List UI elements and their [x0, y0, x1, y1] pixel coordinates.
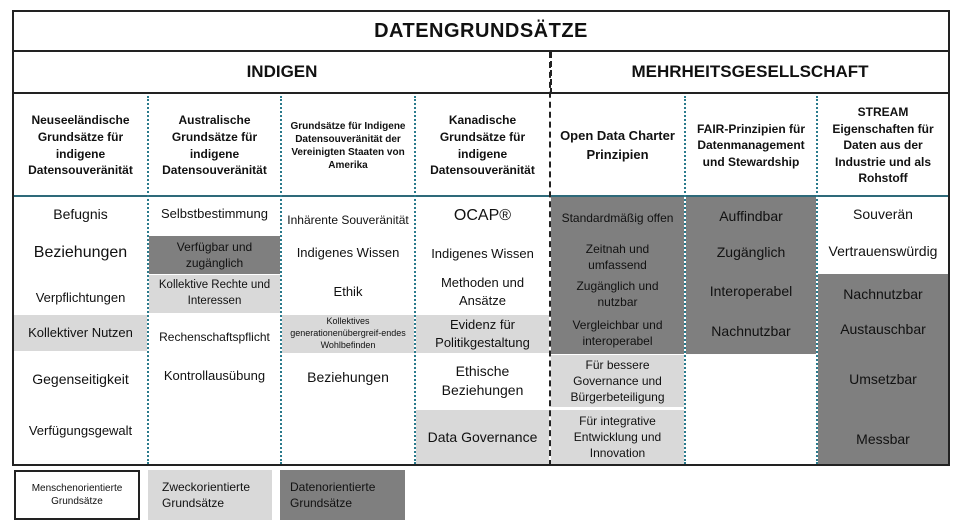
au-selbstbestimmung: Selbstbestimmung: [161, 206, 268, 222]
au-verfuegbar: Verfügbar und zugänglich: [149, 236, 280, 274]
nz-verpflichtungen: Verpflichtungen: [35, 290, 126, 306]
us-indigenes-wissen: Indigenes Wissen: [296, 245, 400, 261]
divider-2: [280, 96, 282, 464]
od-zeitnah: Zeitnah und umfassend: [585, 241, 650, 272]
group-indigen-header: INDIGEN: [12, 52, 550, 94]
legend-menschenorientiert: Menschenorientierte Grundsätze: [14, 470, 140, 520]
divider-6: [816, 96, 818, 464]
header-us: Grundsätze für Indigene Datensouveränität der Vereinigten Staaten von Amerika: [290, 120, 406, 171]
divider-group: [549, 52, 551, 466]
ca-data-governance: Data Governance: [416, 410, 549, 464]
divider-1: [147, 96, 149, 464]
nz-befugnis: Befugnis: [53, 205, 108, 222]
fair-auffindbar: Auffindbar: [719, 207, 783, 224]
nz-gegenseitigkeit: Gegenseitigkeit: [32, 370, 129, 387]
fair-interoperabel: Interoperabel: [709, 282, 793, 299]
header-nz: Neuseeländische Grundsätze für indigene Datensouveränität: [28, 113, 133, 178]
stream-messbar: Messbar: [856, 430, 910, 447]
group-mehrheit-header: MEHRHEITSGESELLSCHAFT: [550, 52, 950, 94]
stream-souveraen: Souverän: [853, 205, 913, 222]
legend-zweckorientiert: Zweckorientierte Grundsätze: [148, 470, 272, 520]
au-rechenschaftspflicht: Rechenschaftspflicht: [159, 329, 270, 344]
nz-verfuegungsgewalt: Verfügungsgewalt: [28, 423, 133, 439]
header-open-data: Open Data Charter Prinzipien: [560, 128, 675, 162]
divider-3: [414, 96, 416, 464]
od-bessere-governance: Für bessere Governance und Bürgerbeteiligung: [551, 355, 684, 407]
nz-beziehungen: Beziehungen: [33, 244, 128, 262]
header-stream: STREAM Eigenschaften für Daten aus der Industrie und als Rohstoff: [832, 105, 934, 186]
ca-ocap: OCAP®: [453, 207, 512, 225]
nz-kollektiver-nutzen: Kollektiver Nutzen: [14, 315, 147, 351]
stream-nachnutzbar: Nachnutzbar: [843, 285, 923, 302]
stream-umsetzbar: Umsetzbar: [849, 370, 917, 387]
divider-5: [684, 96, 686, 464]
diagram-title: DATENGRUNDSÄTZE: [12, 10, 950, 52]
us-beziehungen: Beziehungen: [307, 368, 389, 385]
stream-austauschbar: Austauschbar: [840, 320, 926, 337]
header-au: Australische Grundsätze für indigene Datensouveränität: [162, 113, 267, 178]
au-kontrollausuebung: Kontrollausübung: [163, 368, 266, 384]
ca-ethische-beziehungen: Ethische Beziehungen: [441, 363, 524, 398]
us-ethik: Ethik: [333, 284, 363, 300]
header-ca: Kanadische Grundsätze für indigene Datensouveränität: [430, 113, 535, 178]
stream-vertrauenswuerdig: Vertrauenswürdig: [828, 242, 938, 259]
ca-evidenz: Evidenz für Politikgestaltung: [416, 315, 549, 353]
us-inhaerente-souveraenitaet: Inhärente Souveränität: [287, 212, 409, 227]
od-standardmaessig-offen: Standardmäßig offen: [561, 210, 674, 225]
od-zugaenglich: Zugänglich und nutzbar: [576, 278, 659, 309]
ca-indigenes-wissen: Indigenes Wissen: [431, 246, 534, 262]
legend-datenorientiert: Datenorientierte Grundsätze: [280, 470, 405, 520]
od-vergleichbar: Vergleichbar und interoperabel: [572, 317, 663, 348]
header-fair: FAIR-Prinzipien für Datenmanagement und Stewardship: [697, 121, 805, 169]
ca-methoden: Methoden und Ansätze: [440, 275, 525, 308]
au-kollektive-rechte: Kollektive Rechte und Interessen: [149, 275, 280, 313]
fair-nachnutzbar: Nachnutzbar: [711, 322, 791, 339]
fair-zugaenglich: Zugänglich: [716, 243, 786, 260]
us-wohlbefinden: Kollektives generationenübergreif-endes Wohlbefinden: [282, 315, 414, 353]
od-integrative-entwicklung: Für integrative Entwicklung und Innovation: [551, 410, 684, 464]
